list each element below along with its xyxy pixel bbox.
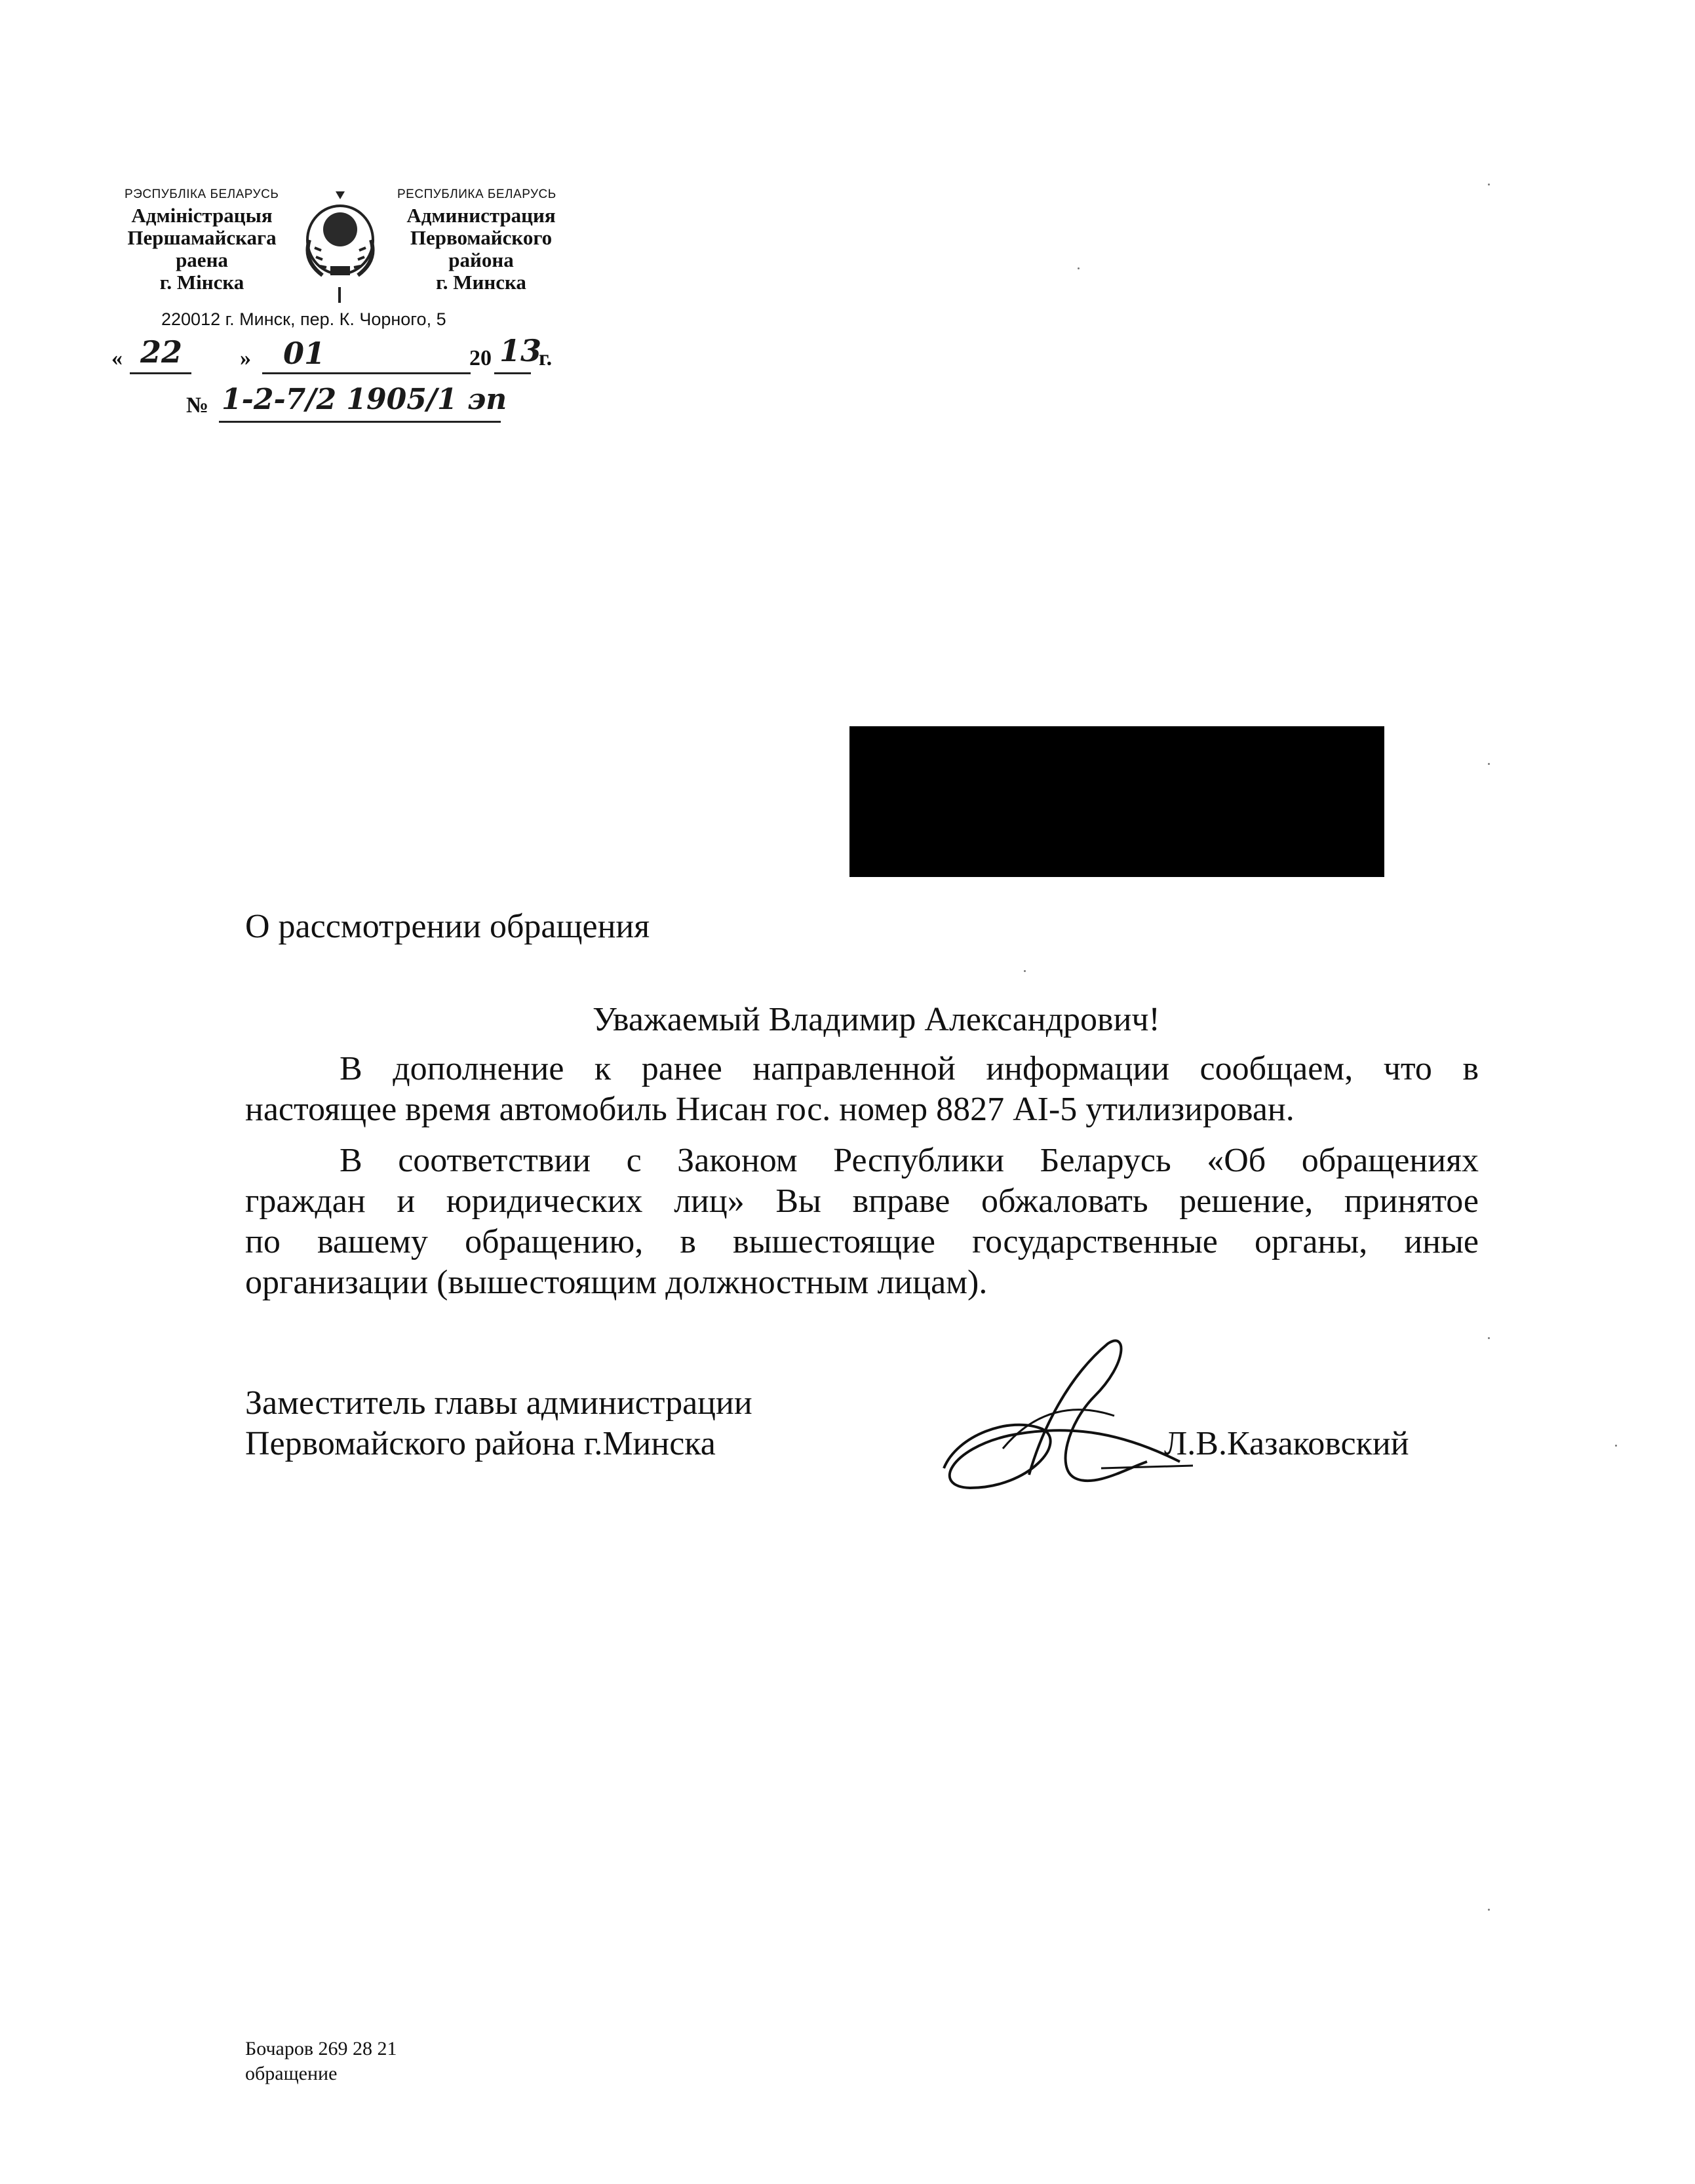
paragraph-2-line-1: В соответствии с Законом Республики Беларусь «Об обращениях [340,1142,1479,1179]
paragraph-2-line-4: организации (вышестоящим должностным лицам). [245,1264,988,1301]
letterhead-right-line4: г. Минска [436,271,526,294]
signatory-title-line-2: Первомайского района г.Минска [245,1425,716,1462]
letterhead-right-line1: Администрация [406,204,556,227]
footer-executor: Бочаров 269 28 21 [245,2038,397,2059]
scan-speck [1078,267,1080,269]
letterhead-right-block [389,205,573,294]
document-date [111,333,570,379]
signatory-name: Л.В.Казаковский [1164,1425,1409,1462]
date-day: 22 [140,334,183,370]
letterhead-left-line3: раена [176,248,228,271]
letterhead-right-line2: Первомайского [410,226,553,249]
letterhead-divider [338,287,341,303]
date-close-quote: » [240,346,251,370]
document-number [186,383,527,439]
scan-speck [1615,1445,1617,1447]
letterhead-left-line4: г. Мінска [159,271,244,294]
scan-speck [1488,184,1490,185]
date-year-end: г. [539,346,553,370]
letterhead-address: 220012 г. Минск, пер. К. Чорного, 5 [161,309,446,329]
scan-speck [1488,763,1490,765]
letter-paragraph-1 [245,1049,1479,1130]
date-year-suffix: 13 [499,333,542,368]
paragraph-1-line-2: настоящее время автомобиль Нисан гос. номер 8827 AI-5 утилизирован. [245,1091,1295,1128]
scan-speck [1488,1337,1490,1339]
number-value: 1-2-7/2 1905/1 эп [222,383,507,416]
letter-subject: О рассмотрении обращения [245,908,650,945]
paragraph-1-line-1: В дополнение к ранее направленной информации сообщаем, что в [340,1050,1479,1087]
date-open-quote: « [111,346,123,370]
redacted-addressee-block [849,726,1384,877]
handwritten-signature [931,1337,1206,1494]
letterhead-left-line2: Першамайскага [127,226,277,249]
letter-greeting: Уважаемый Владимир Александрович! [593,1001,1160,1038]
date-year-prefix: 20 [469,346,492,370]
signatory-title-line-1: Заместитель главы администрации [245,1384,752,1422]
scan-speck [1024,970,1026,972]
letterhead-left-block [110,205,294,294]
paragraph-2-line-2: граждан и юридических лиц» Вы вправе обжаловать решение, принятое [245,1182,1479,1220]
letterhead-right-line3: района [448,248,514,271]
letterhead-country-ru: РЕСПУБЛИКА БЕЛАРУСЬ [397,187,556,201]
paragraph-2-line-3: по вашему обращению, в вышестоящие государственные органы, иные [245,1223,1479,1260]
number-prefix: № [186,393,209,418]
scan-speck [1488,1909,1490,1911]
state-emblem-icon [296,189,384,287]
letterhead-country-by: РЭСПУБЛІКА БЕЛАРУСЬ [125,187,279,201]
date-month: 01 [283,336,326,371]
footer-doc-type: обращение [245,2063,338,2084]
letter-paragraph-2 [245,1141,1479,1303]
letterhead-left-line1: Адміністрацыя [131,204,273,227]
